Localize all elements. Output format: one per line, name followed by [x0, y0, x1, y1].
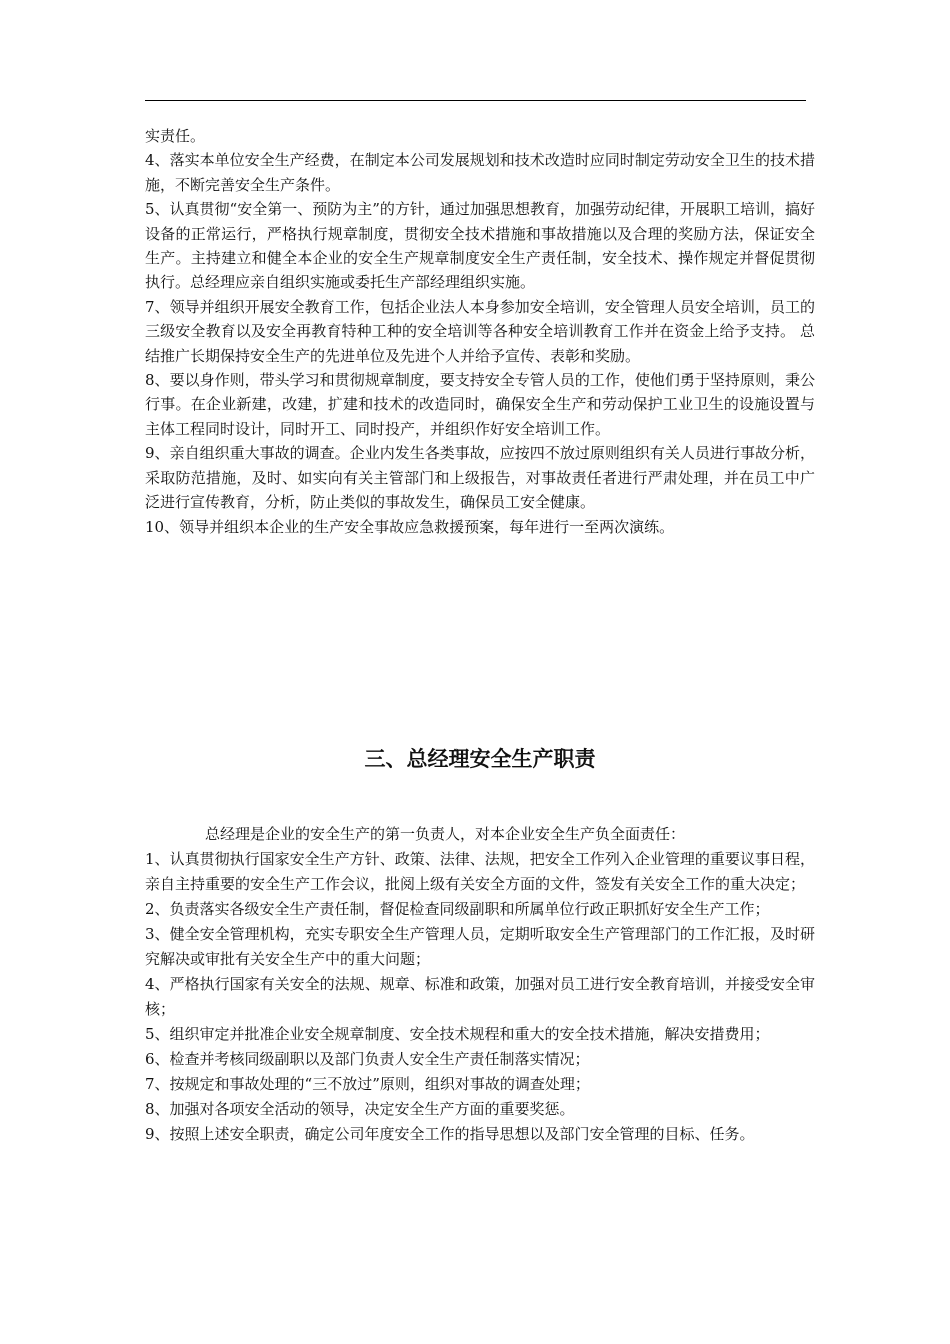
- list-item: 1、认真贯彻执行国家安全生产方针、政策、法律、法规，把安全工作列入企业管理的重要议事日程，亲自主持重要的安全生产工作会议，批阅上级有关安全方面的文件，签发有关安全工作的重大决定；: [145, 850, 815, 893]
- top-text-block: [145, 124, 815, 539]
- list-item: 8、加强对各项安全活动的领导，决定安全生产方面的重要奖惩。: [145, 1100, 575, 1118]
- paragraph: 8、要以身作则，带头学习和贯彻规章制度，要支持安全专管人员的工作，使他们勇于坚持原则，秉公行事。在企业新建，改建，扩建和技术的改造同时，确保安全生产和劳动保护工业卫生的设施设置与主体工程同时设计，同时开工、同时投产，并组织作好安全培训工作。: [145, 371, 815, 438]
- paragraph: 10、领导并组织本企业的生产安全事故应急救援预案，每年进行一至两次演练。: [145, 517, 675, 536]
- section-title: 三、总经理安全生产职责: [364, 747, 596, 771]
- list-item: 6、检查并考核同级副职以及部门负责人安全生产责任制落实情况；: [145, 1050, 590, 1068]
- paragraph: 实责任。: [145, 127, 206, 145]
- list-item: 4、严格执行国家有关安全的法规、规章、标准和政策，加强对员工进行安全教育培训，并接受安全审核；: [145, 975, 815, 1018]
- list-item: 2、负责落实各级安全生产责任制，督促检查同级副职和所属单位行政正职抓好安全生产工作；: [145, 900, 770, 918]
- header-rule: [145, 100, 806, 101]
- list-item: 9、按照上述安全职责，确定公司年度安全工作的指导思想以及部门安全管理的目标、任务。: [145, 1125, 755, 1143]
- paragraph: 5、认真贯彻“安全第一、预防为主”的方针，通过加强思想教育，加强劳动纪律，开展职工培训，搞好设备的正常运行，严格执行规章制度，贯彻安全技术措施和事故措施以及合理的奖励方法，保证安全生产。主持建立和健全本企业的安全生产规章制度安全生产责任制，安全技术、操作规定并督促贯彻执行。总经理应亲自组织实施或委托生产部经理组织实施。: [145, 200, 815, 292]
- list-item: 7、按规定和事故处理的“三不放过”原则，组织对事故的调查处理；: [145, 1075, 590, 1093]
- paragraph: 7、领导并组织开展安全教育工作，包括企业法人本身参加安全培训，安全管理人员安全培训，员工的三级安全教育以及安全再教育特种工种的安全培训等各种安全培训教育工作并在资金上给予支持。 总结推广长期保持安全生产的先进单位及先进个人并给予宣传、表彰和奖励。: [145, 297, 815, 365]
- section-three-body: [145, 822, 815, 1147]
- section-intro: 总经理是企业的安全生产的第一负责人，对本企业安全生产负全面责任：: [205, 825, 686, 843]
- paragraph: 4、落实本单位安全生产经费，在制定本公司发展规划和技术改造时应同时制定劳动安全卫生的技术措施，不断完善安全生产条件。: [145, 151, 815, 194]
- list-item: 5、组织审定并批准企业安全规章制度、安全技术规程和重大的安全技术措施，解决安措费用；: [145, 1025, 770, 1043]
- list-item: 3、健全安全管理机构，充实专职安全生产管理人员，定期听取安全生产管理部门的工作汇报，及时研究解决或审批有关安全生产中的重大问题；: [145, 925, 815, 968]
- paragraph: 9、亲自组织重大事故的调查。企业内发生各类事故，应按四不放过原则组织有关人员进行事故分析，采取防范措施，及时、如实向有关主管部门和上级报告，对事故责任者进行严肃处理，并在员工中广泛进行宣传教育，分析，防止类似的事故发生，确保员工安全健康。: [145, 444, 815, 512]
